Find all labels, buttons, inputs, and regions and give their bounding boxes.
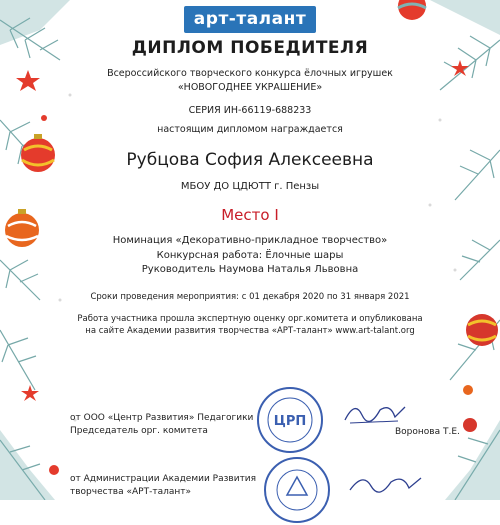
- signatory-1-line-2: Председатель орг. комитета: [70, 426, 208, 436]
- nomination: Номинация «Декоративно-прикладное творчество»: [112, 235, 388, 246]
- signature-academy: [345, 468, 425, 500]
- awarded-text: настоящим дипломом награждается: [157, 124, 343, 135]
- diploma-title: ДИПЛОМ ПОБЕДИТЕЛЯ: [131, 38, 369, 58]
- signatory-2-line-2: творчества «АРТ-талант»: [70, 487, 191, 497]
- supervisor: Руководитель Наумова Наталья Львовна: [141, 264, 359, 275]
- stamp-academy: [262, 455, 332, 525]
- event-dates: Сроки проведения мероприятия: с 01 декабря 2020 по 31 января 2021: [90, 292, 410, 302]
- signatory-1-name: Воронова Т.Е.: [395, 427, 460, 437]
- logo-text: арт-талант: [184, 6, 316, 33]
- contest-line-1: Всероссийского творческого конкурса ёлочных игрушек: [107, 68, 393, 79]
- signatory-1-line-1: от ООО «Центр Развития» Педагогики: [70, 413, 254, 423]
- stamp-center-development: [255, 385, 325, 455]
- contest-work: Конкурсная работа: Ёлочные шары: [156, 250, 344, 261]
- signatory-1: [70, 412, 253, 438]
- signatory-2: [70, 473, 256, 499]
- logo: [0, 6, 500, 33]
- expertise-line-1: Работа участника прошла экспертную оценку орг.комитета и опубликована: [77, 314, 423, 324]
- recipient-name: Рубцова София Алексеевна: [126, 150, 374, 170]
- series-number: СЕРИЯ ИН-66119-688233: [188, 105, 312, 116]
- recipient-organization: МБОУ ДО ЦДЮТТ г. Пензы: [180, 181, 320, 192]
- signatory-2-line-1: от Администрации Академии Развития: [70, 474, 257, 484]
- expertise-line-2: на сайте Академии развития творчества «АРТ-талант» www.art-talant.org: [85, 326, 415, 336]
- place-award: Место I: [221, 206, 279, 224]
- stamp-text: ЦРП: [273, 414, 307, 429]
- contest-line-2: «НОВОГОДНЕЕ УКРАШЕНИЕ»: [177, 82, 323, 93]
- signature-voronova: [340, 395, 410, 430]
